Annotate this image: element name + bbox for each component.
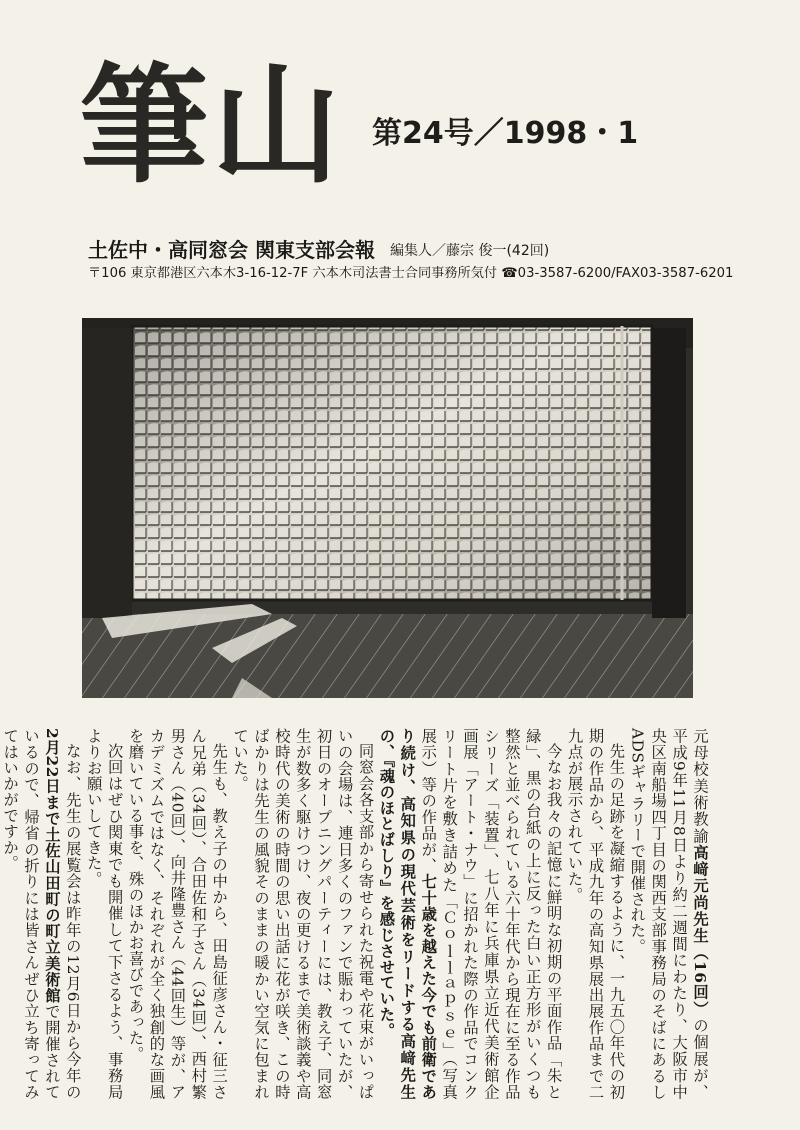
organization-name: 土佐中・高同窓会 関東支部会報 <box>88 238 375 262</box>
editor-credit: 編集人／藤宗 俊一(42回) <box>390 243 550 259</box>
paragraph: 次回はぜひ関東でも開催して下さるよう、事務局よりお願いしてきた。 <box>84 728 124 1100</box>
article-body <box>1 728 710 1101</box>
art-installation-photo <box>82 318 693 698</box>
paragraph: 同窓会各支部から寄せられた祝電や花束がいっぱいの会場は、連日多くのファンで賑わっていたが、初日のオープニングパーティーには、教え子、同窓生が数多く駆けつけ、夜の更けるまで美術談義や高校時代の美術の時間の思い出話に花が咲き、この時ばかりは先生の風貌そのままの暖かい空気に包まれていた。 <box>231 728 375 1100</box>
paragraph: 先生も、教え子の中から、田島征彦さん・征三さん兄弟（34回）、合田佐和子さん（34回）、西村繁男さん（40回）、向井隆豊さん（44回生）等が、アカデミズムではなく、それぞれが全く独創的な画風を磨いている事を、殊のほかお喜びであった。 <box>126 728 229 1100</box>
paragraph: 元母校美術教諭高﨑元尚先生（16回）の個展が、平成9年11月8日より約二週間にわたり、大阪市中央区南船場四丁目の関西支部事務局のそばにあるしADSギャラリーで開催された。 <box>628 728 709 1100</box>
paragraph: なお、先生の展覧会は昨年の12月6日から今年の2月22日まで土佐山田町の町立美術館で開催されているので、帰省の折りには皆さんぜひ立ち寄ってみてはいかがですか。 <box>1 728 82 1101</box>
paragraph: 今なお我々の記憶に鮮明な初期の平面作品「朱と緑」、黒の台紙の上に反った白い正方形がいくつも整然と並べられている六十年代から現在に至る作品シリーズ「装置」、七八年に兵庫県立近代美術館企画展「アート・ナウ」に招かれた際の作品でコンクリート片を敷き詰めた「Ｃｏｌｌａｐｓｅ」（写真展示）等の作品が、七十歳を越えた今でも前衛であり続け、高知県の現代芸術をリードする高﨑先生の、『魂のほとばしり』を感じさせていた。 <box>377 728 563 1100</box>
masthead-title: 筆山 <box>80 51 345 201</box>
issue-number: 第24号／1998・1 <box>372 116 639 151</box>
address-line: 〒106 東京都港区六本木3-16-12-7F 六本木司法書士合同事務所気付 ☎03-3587-6200/FAX03-3587-6201 <box>88 266 734 281</box>
paragraph: 先生の足跡を凝縮するように、一九五〇年代の初期の作品から、平成九年の高知県展出展作品まで二九点が展示されていた。 <box>565 728 626 1100</box>
